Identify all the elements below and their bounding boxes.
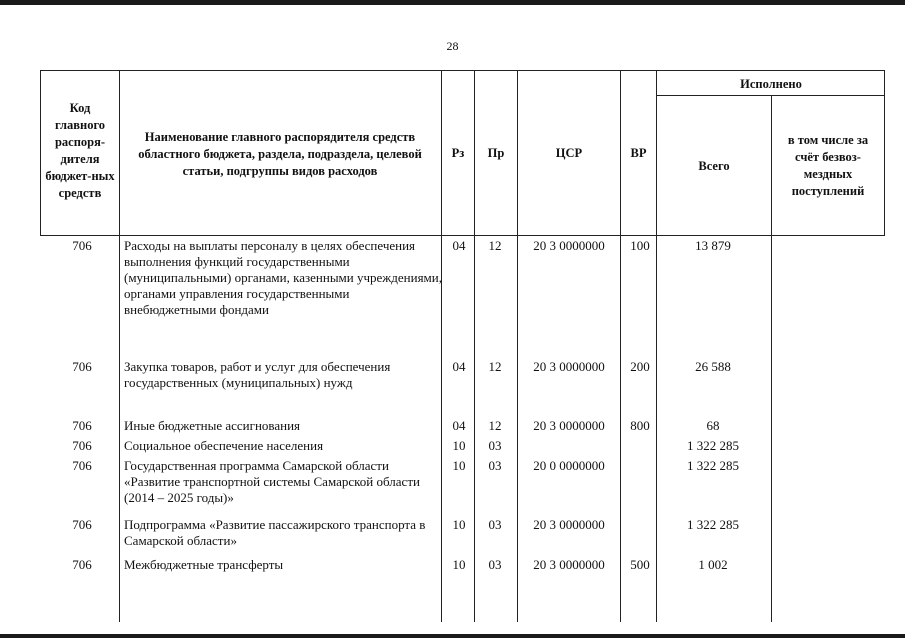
row-name: Подпрограмма «Развитие пассажирского транспорта в Самарской области» [124, 517, 426, 548]
row-rz: 10 [452, 458, 466, 473]
header-code: Код главного распоря-дителя бюджет-ных средств [45, 101, 115, 200]
row-rz: 10 [452, 438, 466, 453]
header-csr: ЦСР [555, 145, 583, 160]
page-number: 28 [446, 39, 459, 53]
row-rz: 10 [452, 517, 466, 532]
row-name: Межбюджетные трансферты [124, 557, 284, 572]
row-pr: 03 [488, 458, 502, 473]
row-csr: 20 3 0000000 [533, 418, 605, 433]
row-total: 13 879 [695, 238, 731, 253]
row-csr: 20 0 0000000 [533, 458, 605, 473]
row-rz: 04 [452, 359, 466, 374]
row-pr: 12 [488, 238, 502, 253]
row-vr: 800 [630, 418, 650, 433]
row-pr: 03 [488, 557, 502, 572]
row-vr: 200 [630, 359, 650, 374]
row-name: Государственная программа Самарской области «Развитие транспортной системы Самарской области (2014 – 2025 годы)» [124, 458, 420, 505]
row-pr: 03 [488, 517, 502, 532]
row-code: 706 [72, 458, 92, 473]
bottom-scan-border [0, 634, 905, 638]
row-total: 1 322 285 [687, 458, 739, 473]
row-code: 706 [72, 517, 92, 532]
top-scan-border [0, 0, 905, 5]
row-total: 68 [706, 418, 720, 433]
row-code: 706 [72, 359, 92, 374]
row-csr: 20 3 0000000 [533, 359, 605, 374]
row-name: Иные бюджетные ассигнования [124, 418, 301, 433]
row-pr: 12 [488, 418, 502, 433]
row-pr: 12 [488, 359, 502, 374]
row-total: 1 002 [698, 557, 728, 572]
row-csr: 20 3 0000000 [533, 238, 605, 253]
row-rz: 10 [452, 557, 466, 572]
row-code: 706 [72, 238, 92, 253]
header-executed: Исполнено [740, 76, 802, 91]
row-rz: 04 [452, 238, 466, 253]
header-vr: ВР [630, 145, 647, 160]
row-total: 1 322 285 [687, 517, 739, 532]
row-name: Социальное обеспечение населения [124, 438, 324, 453]
row-vr: 500 [630, 557, 650, 572]
row-csr: 20 3 0000000 [533, 517, 605, 532]
row-vr: 100 [630, 238, 650, 253]
row-pr: 03 [488, 438, 502, 453]
row-rz: 04 [452, 418, 466, 433]
row-code: 706 [72, 557, 92, 572]
row-csr: 20 3 0000000 [533, 557, 605, 572]
header-rz: Рз [451, 145, 465, 160]
header-incl-grants: в том числе за счёт безвоз-мездных поступлений [787, 133, 869, 198]
row-name: Закупка товаров, работ и услуг для обеспечения государственных (муниципальных) нужд [124, 359, 391, 390]
row-total: 1 322 285 [687, 438, 739, 453]
header-pr: Пр [487, 145, 505, 160]
row-code: 706 [72, 418, 92, 433]
row-total: 26 588 [695, 359, 731, 374]
header-name: Наименование главного распорядителя средств областного бюджета, раздела, подраздела, целевой статьи, подгруппы видов расходов [138, 129, 422, 178]
header-total: Всего [698, 158, 730, 173]
row-code: 706 [72, 438, 92, 453]
row-name: Расходы на выплаты персоналу в целях обеспечения выполнения функций государственными (муниципальными) органами, казенными учреждениями, органами управления государственными внебюджетными фондами [124, 238, 442, 317]
